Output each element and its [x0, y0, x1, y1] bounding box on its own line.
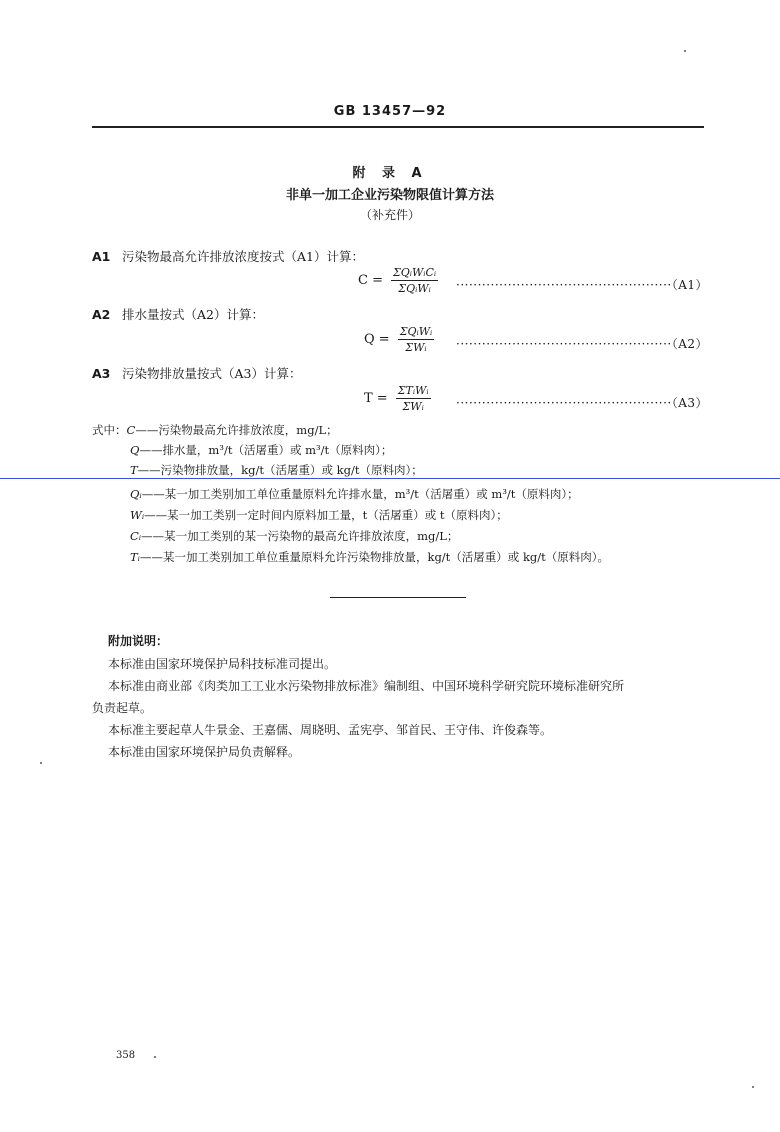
- definition-symbol: C: [126, 423, 136, 437]
- definition-row: [130, 462, 423, 478]
- scan-speck: [40, 762, 42, 764]
- formula-lhs: T =: [364, 391, 388, 406]
- denominator: ΣQᵢWᵢ: [398, 282, 431, 295]
- definition-row: [92, 422, 338, 438]
- definition-text: ——排水量，m³/t（活屠重）或 m³/t（原料肉）；: [139, 443, 393, 457]
- appendix-label: 附 录 A: [352, 166, 428, 181]
- section-end-rule: [330, 597, 466, 598]
- definition-row: [130, 528, 458, 544]
- definition-text: ——某一加工类别加工单位重量原料允许污染物排放量，kg/t（活屠重）或 kg/t（原料肉）。: [139, 550, 610, 564]
- definition-text: ——污染物最高允许排放浓度，mg/L；: [135, 423, 338, 437]
- leader-dots: [456, 394, 708, 411]
- definition-text: ——某一加工类别一定时间内原料加工量，t（活屠重）或 t（原料肉）；: [144, 508, 508, 522]
- standard-code-header: GB 13457—92: [333, 104, 447, 119]
- item-a2: [92, 305, 264, 323]
- numerator: ΣQᵢWᵢ: [399, 325, 433, 338]
- equation-number: （A3）: [671, 396, 709, 410]
- item-text: 污染物排放量按式（A3）计算：: [122, 366, 302, 381]
- scan-speck: [684, 50, 686, 52]
- appendix-subtitle: （补充件）: [359, 208, 420, 222]
- page-number: 358: [116, 1050, 136, 1061]
- formula-a2: [362, 325, 434, 354]
- notes-heading: 附加说明：: [108, 634, 169, 648]
- item-text: 污染物最高允许排放浓度按式（A1）计算：: [122, 249, 364, 264]
- formula-lhs: Q =: [364, 332, 390, 347]
- item-number: A1: [92, 249, 111, 264]
- leader-dots: [456, 335, 708, 352]
- page-break-line: [0, 478, 780, 479]
- dots: ··················································: [456, 337, 672, 351]
- definition-text: ——污染物排放量，kg/t（活屠重）或 kg/t（原料肉）；: [137, 463, 423, 477]
- note-line: 本标准主要起草人牛景金、王嘉儒、周晓明、孟宪亭、邹首民、王守伟、许俊森等。: [108, 723, 553, 737]
- dots: ··················································: [456, 278, 672, 292]
- denominator: ΣWᵢ: [402, 400, 424, 413]
- fraction: [396, 384, 431, 413]
- leader-dots: [456, 276, 708, 293]
- formula-lhs: C =: [358, 273, 383, 288]
- definition-row: [130, 486, 579, 502]
- definition-row: [130, 507, 508, 523]
- item-a3: [92, 364, 301, 382]
- note-line: 负责起草。: [92, 701, 153, 715]
- scan-speck: [752, 1086, 754, 1088]
- definition-symbol: Wᵢ: [130, 508, 145, 522]
- equation-number: （A1）: [671, 278, 709, 292]
- item-text: 排水量按式（A2）计算：: [122, 307, 264, 322]
- definition-symbol: T: [130, 463, 138, 477]
- fraction: [391, 266, 438, 295]
- numerator: ΣTᵢWᵢ: [397, 384, 429, 397]
- definition-row: [130, 442, 392, 458]
- definitions-lead: 式中：: [92, 423, 127, 437]
- formula-a3: [362, 384, 431, 413]
- equation-number: （A2）: [671, 337, 709, 351]
- definition-symbol: Q: [130, 443, 140, 457]
- appendix-title: 非单一加工企业污染物限值计算方法: [285, 188, 494, 203]
- formula-a1: [356, 266, 438, 295]
- fraction: [398, 325, 435, 354]
- definition-symbol: Cᵢ: [130, 529, 142, 543]
- header-rule: [92, 126, 704, 128]
- definition-symbol: Tᵢ: [130, 550, 140, 564]
- item-number: A3: [92, 366, 111, 381]
- numerator: ΣQᵢWᵢCᵢ: [392, 266, 437, 279]
- denominator: ΣWᵢ: [405, 341, 427, 354]
- item-a1: [92, 247, 364, 265]
- note-line: 本标准由国家环境保护局负责解释。: [108, 745, 301, 759]
- definition-text: ——某一加工类别的某一污染物的最高允许排放浓度，mg/L；: [141, 529, 459, 543]
- dots: ··················································: [456, 396, 672, 410]
- definition-row: [130, 549, 609, 565]
- item-number: A2: [92, 307, 111, 322]
- definition-symbol: Qᵢ: [130, 487, 142, 501]
- note-line: 本标准由国家环境保护局科技标准司提出。: [108, 657, 337, 671]
- note-line: 本标准由商业部《肉类加工工业水污染物排放标准》编制组、中国环境科学研究院环境标准研究所: [108, 679, 625, 693]
- scan-speck: [154, 1056, 156, 1058]
- definition-text: ——某一加工类别加工单位重量原料允许排水量，m³/t（活屠重）或 m³/t（原料肉）；: [141, 487, 579, 501]
